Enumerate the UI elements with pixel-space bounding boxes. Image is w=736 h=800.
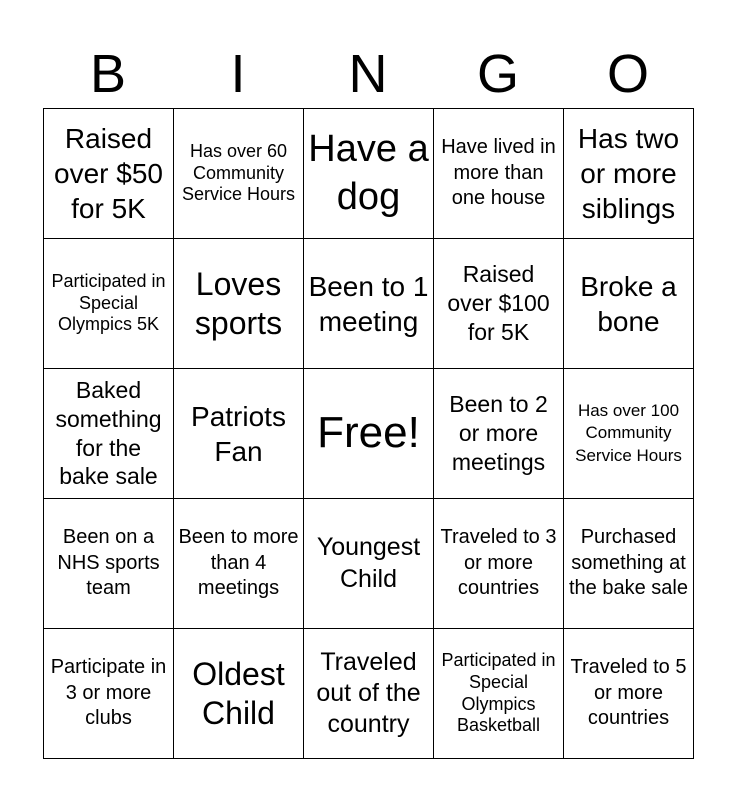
bingo-cell-text: Participated in Special Olympics 5K xyxy=(51,270,166,335)
bingo-cell-text: Loves sports xyxy=(194,266,283,341)
bingo-cell[interactable] xyxy=(304,239,434,369)
bingo-cell-text: Been to more than 4 meetings xyxy=(178,526,299,600)
bingo-cell[interactable] xyxy=(44,369,174,499)
bingo-cell-text: Patriots Fan xyxy=(191,400,286,467)
bingo-cell-text: Broke a bone xyxy=(580,270,677,337)
bingo-cell[interactable] xyxy=(304,499,434,629)
bingo-header xyxy=(43,40,693,108)
bingo-cell-text: Raised over $50 for 5K xyxy=(54,123,163,224)
bingo-cell-text: Participate in 3 or more clubs xyxy=(50,656,167,730)
bingo-cell[interactable] xyxy=(304,629,434,759)
header-letter-i: I xyxy=(230,44,246,104)
bingo-cell[interactable] xyxy=(434,239,564,369)
bingo-cell[interactable] xyxy=(564,109,694,239)
bingo-cell[interactable] xyxy=(564,499,694,629)
bingo-cell-text: Have lived in more than one house xyxy=(441,136,556,210)
bingo-cell[interactable] xyxy=(174,369,304,499)
header-letter-b: B xyxy=(89,44,127,104)
bingo-cell[interactable] xyxy=(434,499,564,629)
bingo-cell-text: Youngest Child xyxy=(316,533,421,593)
bingo-cell-text: Been to 2 or more meetings xyxy=(449,391,548,475)
bingo-cell-text: Traveled to 3 or more countries xyxy=(440,526,557,600)
bingo-cell[interactable] xyxy=(44,629,174,759)
bingo-cell[interactable] xyxy=(44,109,174,239)
header-letter-o: O xyxy=(606,44,649,104)
bingo-cell[interactable] xyxy=(434,629,564,759)
header-letter-g: G xyxy=(476,44,519,104)
bingo-cell[interactable] xyxy=(174,109,304,239)
bingo-cell[interactable] xyxy=(304,369,434,499)
bingo-cell-text: Free! xyxy=(317,408,420,458)
bingo-board xyxy=(43,108,694,759)
bingo-cell-text: Have a dog xyxy=(308,128,429,218)
bingo-cell-text: Traveled to 5 or more countries xyxy=(570,656,687,730)
bingo-cell-text: Traveled out of the country xyxy=(316,647,421,739)
bingo-cell-text: Raised over $100 for 5K xyxy=(447,261,550,345)
header-letter-n: N xyxy=(348,44,388,104)
bingo-cell-text: Been on a NHS sports team xyxy=(57,526,160,600)
bingo-cell[interactable] xyxy=(564,239,694,369)
bingo-cell[interactable] xyxy=(564,369,694,499)
bingo-cell[interactable] xyxy=(434,369,564,499)
bingo-cell[interactable] xyxy=(304,109,434,239)
bingo-cell[interactable] xyxy=(174,629,304,759)
bingo-cell[interactable] xyxy=(434,109,564,239)
bingo-cell-text: Has two or more siblings xyxy=(577,123,680,224)
bingo-cell-text: Baked something for the bake sale xyxy=(55,376,162,490)
bingo-cell-text: Participated in Special Olympics Basketball xyxy=(441,649,556,736)
bingo-cell-text: Has over 100 Community Service Hours xyxy=(575,401,682,465)
bingo-cell-text: Purchased something at the bake sale xyxy=(569,526,688,600)
bingo-cell-text: Been to 1 meeting xyxy=(308,270,429,337)
bingo-cell[interactable] xyxy=(44,499,174,629)
bingo-cell-text: Oldest Child xyxy=(192,656,285,731)
bingo-cell[interactable] xyxy=(564,629,694,759)
bingo-cell[interactable] xyxy=(174,499,304,629)
bingo-cell[interactable] xyxy=(174,239,304,369)
bingo-cell[interactable] xyxy=(44,239,174,369)
bingo-cell-text: Has over 60 Community Service Hours xyxy=(181,140,296,205)
